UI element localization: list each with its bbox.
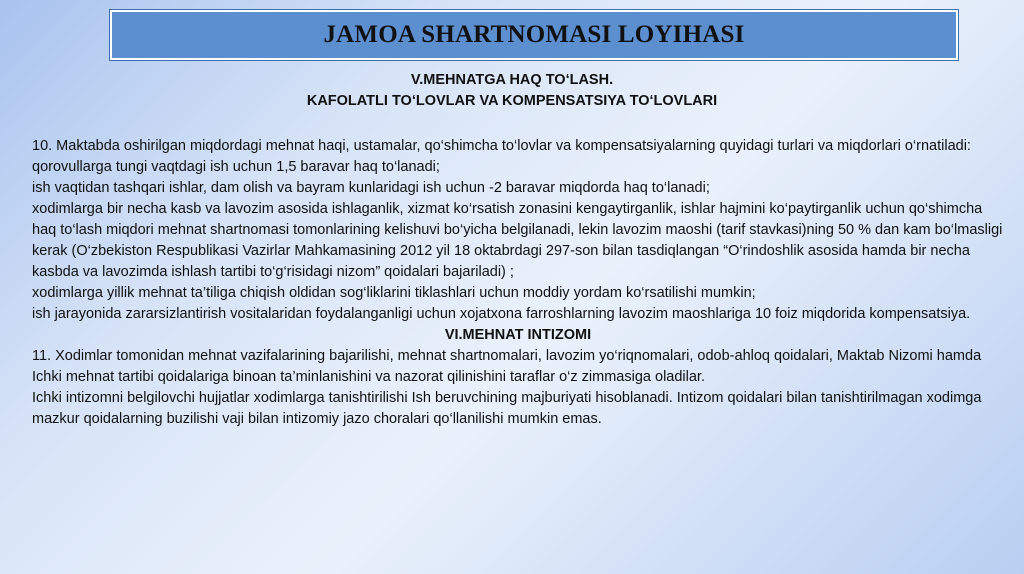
section-5-heading-line2: KAFOLATLI TO‘LOVLAR VA KOMPENSATSIYA TO‘LOVLARI [306, 93, 718, 109]
title-banner [110, 10, 958, 60]
paragraph-discipline: Ichki intizomni belgilovchi hujjatlar xodimlarga tanishtirilishi Ish beruvchining majburiyati hisoblanadi. Intizom qoidalari bilan tanishtirilmagan xodimga mazkur qoidalarning buzilishi vaji bilan intizomiy jazo choralari qo‘llanilishi mumkin emas. [32, 390, 982, 427]
section-5-heading-line1: V.MEHNATGA HAQ TO‘LASH. [410, 72, 614, 88]
section-6-heading: VI.MEHNAT INTIZOMI [444, 327, 592, 343]
list-item: ish vaqtidan tashqari ishlar, dam olish va bayram kunlaridagi ish uchun -2 baravar miqdorda haq to‘lanadi; [32, 180, 710, 196]
list-item: qorovullarga tungi vaqtdagi ish uchun 1,5 baravar haq to‘lanadi; [32, 159, 440, 175]
list-item: ish jarayonida zararsizlantirish vositalaridan foydalanganligi uchun xojatxona farroshlarning lavozim maoshlariga 10 foiz miqdorida kompensatsiya. [32, 306, 971, 322]
list-item: xodimlarga bir necha kasb va lavozim asosida ishlaganlik, xizmat ko‘rsatish zonasini kengaytirganlik, ishlar hajmini ko‘paytirganlik uchun qo‘shimcha haq to‘lash miqdori mehnat shartnomasi tomonlarining kelishuvi bo‘yicha belgilanadi, lekin lavozim maoshi (tarif stavkasi)ning 50 % dan kam bo‘lmasligi kerak (O‘zbekiston Respublikasi Vazirlar Mahkamasining 2012 yil 18 oktabrdagi 297-son bilan tasdiqlangan “O‘rindoshlik asosida hamda bir necha kasbda va lavozimda ishlash tartibi to‘g‘risidagi nizom” qoidalari bajariladi) ; [32, 201, 1003, 280]
page-title: JAMOA SHARTNOMASI LOYIHASI [323, 21, 745, 48]
list-item: xodimlarga yillik mehnat ta’tiliga chiqish oldidan sog‘liklarini tiklashlari uchun moddiy yordam ko‘rsatilishi mumkin; [32, 285, 756, 301]
paragraph-10-intro: 10. Maktabda oshirilgan miqdordagi mehnat haqi, ustamalar, qo‘shimcha to‘lovlar va kompensatsiyalarning quyidagi turlari va miqdorlari o‘rnatiladi: [32, 138, 971, 154]
document-body [32, 136, 1004, 430]
paragraph-11: 11. Xodimlar tomonidan mehnat vazifalarining bajarilishi, mehnat shartnomalari, lavozim yo‘riqnomalari, odob-ahloq qoidalari, Maktab Nizomi hamda Ichki mehnat tartibi qoidalariga binoan ta’minlanishini va nazorat qilinishini taraflar o‘z zimmasiga oladilar. [32, 348, 982, 385]
